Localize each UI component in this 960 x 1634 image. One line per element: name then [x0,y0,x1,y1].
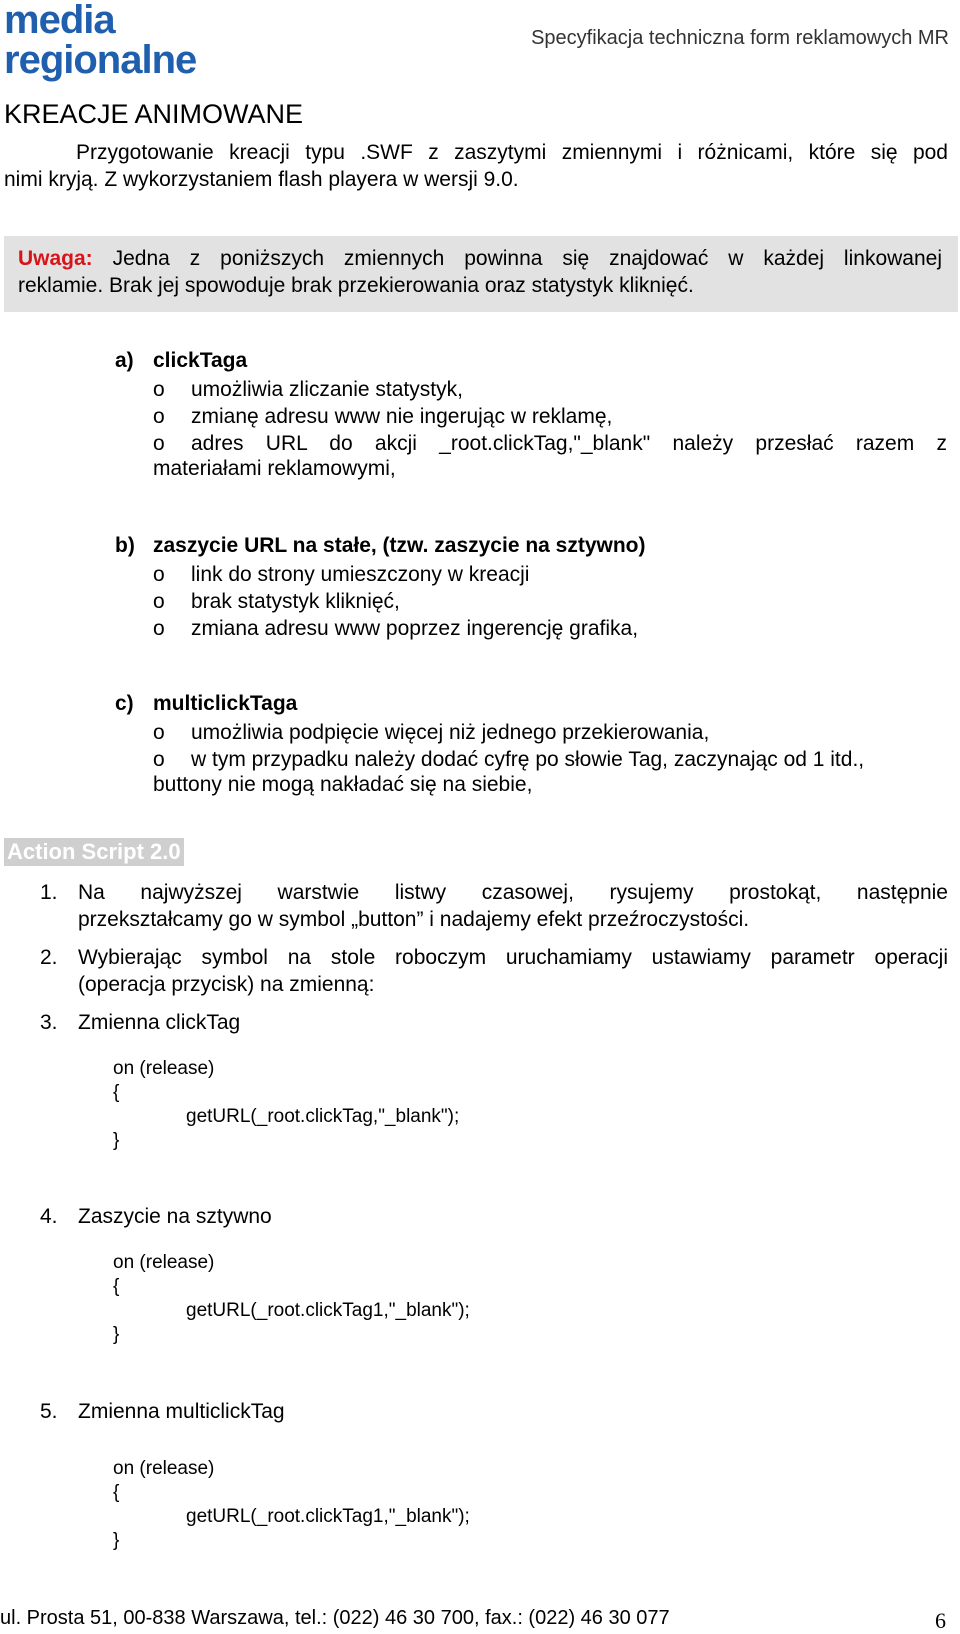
option-c-title: multiclickTaga [153,692,298,715]
code-line: on (release) [113,1058,215,1079]
option-a-heading [115,349,247,373]
code-line: getURL(_root.clickTag1,"_blank"); [186,1506,470,1527]
code-line: } [113,1530,120,1551]
step-text: Zaszycie na sztywno [78,1205,272,1228]
option-b-title: zaszycie URL na stałe, (tzw. zaszycie na sztywno) [153,534,646,557]
bullet-text: umożliwia zliczanie statystyk, [191,378,463,401]
note-text-1: Jedna z poniższych zmiennych powinna się znajdować w każdej linkowanej [112,247,942,270]
option-c-continuation: buttony nie mogą nakładać się na siebie, [153,773,533,796]
bullet-mark: o [153,432,165,455]
option-a-title: clickTaga [153,349,248,372]
note-line-1 [18,245,942,272]
code-line: { [113,1082,120,1103]
bullet-mark: o [153,590,165,613]
option-b-heading [115,534,646,558]
footer-address: ul. Prosta 51, 00-838 Warszawa, tel.: (022) 46 30 700, fax.: (022) 46 30 077 [0,1607,670,1629]
step-number: 5. [40,1400,58,1423]
page-number: 6 [935,1608,946,1633]
document-header-title: Specyfikacja techniczna form reklamowych MR [531,27,949,49]
section-title: KREACJE ANIMOWANE [4,99,304,129]
step-number: 1. [40,881,58,904]
code-line: } [113,1130,120,1151]
option-c-heading [115,692,297,716]
intro-line-1: Przygotowanie kreacji typu .SWF z zaszytymi zmiennymi i różnicami, które się pod [76,141,948,164]
step-text: Zmienna clickTag [78,1011,241,1034]
code-line: getURL(_root.clickTag,"_blank"); [186,1106,460,1127]
note-label: Uwaga: [18,247,93,270]
bullet-text: brak statystyk kliknięć, [191,590,400,613]
bullet-text: zmiana adresu www poprzez ingerencję grafika, [191,617,639,640]
logo-text-media: media [4,0,115,42]
option-a-continuation: materiałami reklamowymi, [153,457,396,480]
code-line: getURL(_root.clickTag1,"_blank"); [186,1300,470,1321]
bullet-mark: o [153,563,165,586]
code-line: { [113,1276,120,1297]
bullet-text: link do strony umieszczony w kreacji [191,563,530,586]
bullet-text: umożliwia podpięcie więcej niż jednego przekierowania, [191,721,710,744]
bullet-mark: o [153,748,165,771]
step-number: 4. [40,1205,58,1228]
step-text-line-2: (operacja przycisk) na zmienną: [78,973,375,996]
option-c-label: c) [115,692,134,715]
logo-text-regionalne: regionalne [4,38,197,82]
option-a-label: a) [115,349,134,372]
bullet-mark: o [153,617,165,640]
step-number: 2. [40,946,58,969]
code-line: { [113,1482,120,1503]
code-line: } [113,1324,120,1345]
bullet-text: zmianę adresu www nie ingerując w reklamę, [191,405,613,428]
action-script-badge: Action Script 2.0 [4,838,184,866]
step-text-line-1: Na najwyższej warstwie listwy czasowej, rysujemy prostokąt, następnie [78,881,948,904]
bullet-mark: o [153,721,165,744]
step-number: 3. [40,1011,58,1034]
bullet-mark: o [153,378,165,401]
option-b-label: b) [115,534,135,557]
note-line-2: reklamie. Brak jej spowoduje brak przekierowania oraz statystyk kliknięć. [18,274,694,297]
step-text-line-2: przekształcamy go w symbol „button” i nadajemy efekt przeźroczystości. [78,908,750,931]
code-line: on (release) [113,1252,215,1273]
step-text: Zmienna multiclickTag [78,1400,285,1423]
step-text-line-1: Wybierając symbol na stole roboczym uruchamiamy ustawiamy parametr operacji [78,946,948,969]
code-line: on (release) [113,1458,215,1479]
bullet-text: adres URL do akcji _root.clickTag,"_blank" należy przesłać razem z [191,432,947,455]
intro-line-2: nimi kryją. Z wykorzystaniem flash playera w wersji 9.0. [4,168,519,191]
bullet-text: w tym przypadku należy dodać cyfrę po słowie Tag, zaczynając od 1 itd., [191,748,865,771]
bullet-mark: o [153,405,165,428]
